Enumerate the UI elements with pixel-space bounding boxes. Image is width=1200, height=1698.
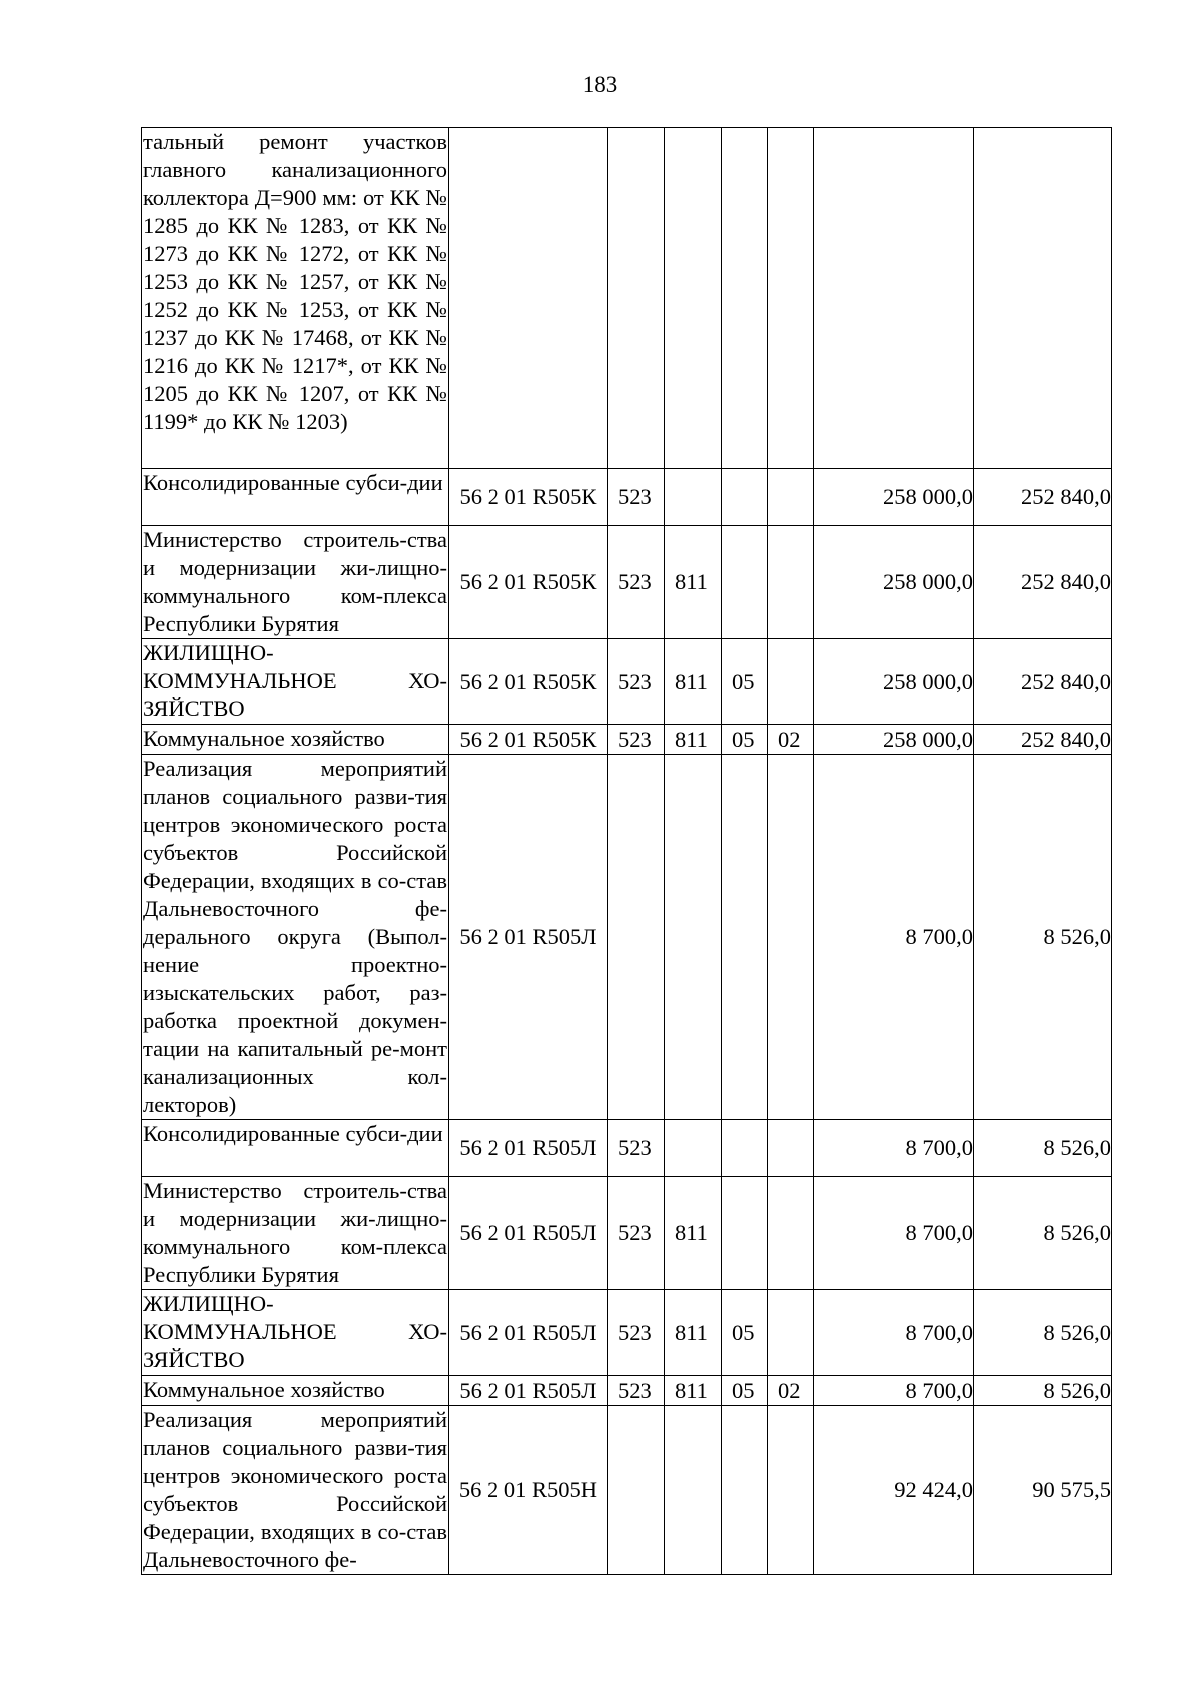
ministry-code-cell: 811 xyxy=(665,526,722,639)
table-row xyxy=(142,1376,1112,1406)
description-cell: Министерство строитель-ства и модернизации жи-лищно-коммунального ком-плекса Республики Бурятия xyxy=(142,526,449,639)
description-cell: Реализация мероприятий планов социального разви-тия центров экономического роста субъектов Российской Федерации, входящих в со-став Дальневосточного фе- xyxy=(142,1406,449,1575)
target-article-cell: 56 2 01 R505Л xyxy=(449,1177,608,1290)
subsection-cell xyxy=(768,1177,814,1290)
amount-year1-cell: 8 700,0 xyxy=(814,1177,974,1290)
amount-year2-cell: 8 526,0 xyxy=(974,1120,1112,1177)
target-article-cell: 56 2 01 R505К xyxy=(449,639,608,725)
amount-year2-cell: 252 840,0 xyxy=(974,469,1112,526)
subsection-cell xyxy=(768,128,814,469)
table-row xyxy=(142,526,1112,639)
target-article-cell: 56 2 01 R505К xyxy=(449,725,608,755)
amount-year2-cell: 8 526,0 xyxy=(974,1290,1112,1376)
subsection-cell xyxy=(768,639,814,725)
target-article-cell: 56 2 01 R505Н xyxy=(449,1406,608,1575)
expense-type-cell: 523 xyxy=(608,1120,665,1177)
amount-year2-cell: 90 575,5 xyxy=(974,1406,1112,1575)
ministry-code-cell: 811 xyxy=(665,639,722,725)
expense-type-cell: 523 xyxy=(608,725,665,755)
section-cell: 05 xyxy=(722,1376,768,1406)
description-cell: тальный ремонт участков главного канализационного коллектора Д=900 мм: от КК № 1285 до КК № 1283, от КК № 1273 до КК № 1272, от КК № 1253 до КК № 1257, от КК № 1252 до КК № 1253, от КК № 1237 до КК № 17468, от КК № 1216 до КК № 1217*, от КК № 1205 до КК № 1207, от КК № 1199* до КК № 1203) xyxy=(142,128,449,469)
expense-type-cell: 523 xyxy=(608,1177,665,1290)
ministry-code-cell xyxy=(665,1406,722,1575)
ministry-code-cell xyxy=(665,469,722,526)
amount-year1-cell: 258 000,0 xyxy=(814,725,974,755)
table-row xyxy=(142,1406,1112,1575)
amount-year2-cell: 8 526,0 xyxy=(974,1177,1112,1290)
ministry-code-cell xyxy=(665,128,722,469)
expense-type-cell: 523 xyxy=(608,1376,665,1406)
ministry-code-cell xyxy=(665,755,722,1120)
section-cell xyxy=(722,1406,768,1575)
amount-year1-cell: 258 000,0 xyxy=(814,469,974,526)
subsection-cell: 02 xyxy=(768,1376,814,1406)
amount-year2-cell: 8 526,0 xyxy=(974,1376,1112,1406)
expense-type-cell xyxy=(608,128,665,469)
description-cell: Министерство строитель-ства и модернизации жи-лищно-коммунального ком-плекса Республики Бурятия xyxy=(142,1177,449,1290)
target-article-cell: 56 2 01 R505К xyxy=(449,526,608,639)
section-cell: 05 xyxy=(722,639,768,725)
table-row xyxy=(142,725,1112,755)
description-cell: ЖИЛИЩНО-КОММУНАЛЬНОЕ ХО-ЗЯЙСТВО xyxy=(142,639,449,725)
amount-year1-cell: 92 424,0 xyxy=(814,1406,974,1575)
table-row xyxy=(142,755,1112,1120)
subsection-cell: 02 xyxy=(768,725,814,755)
subsection-cell xyxy=(768,526,814,639)
description-cell: Реализация мероприятий планов социального разви-тия центров экономического роста субъектов Российской Федерации, входящих в со-став Дальневосточного фе-дерального округа (Выпол-нение проектно-изыскательских работ, раз-работка проектной докумен-тации на капитальный ре-монт канализационных кол-лекторов) xyxy=(142,755,449,1120)
section-cell xyxy=(722,1120,768,1177)
amount-year2-cell: 252 840,0 xyxy=(974,725,1112,755)
description-cell: Коммунальное хозяйство xyxy=(142,1376,449,1406)
section-cell xyxy=(722,469,768,526)
target-article-cell: 56 2 01 R505Л xyxy=(449,1120,608,1177)
table-row xyxy=(142,128,1112,469)
amount-year1-cell: 8 700,0 xyxy=(814,1290,974,1376)
amount-year1-cell: 8 700,0 xyxy=(814,1120,974,1177)
page-number: 183 xyxy=(582,72,618,97)
subsection-cell xyxy=(768,1406,814,1575)
table-row xyxy=(142,639,1112,725)
ministry-code-cell: 811 xyxy=(665,1290,722,1376)
section-cell: 05 xyxy=(722,725,768,755)
amount-year1-cell: 258 000,0 xyxy=(814,639,974,725)
expense-type-cell xyxy=(608,1406,665,1575)
section-cell xyxy=(722,128,768,469)
amount-year1-cell: 258 000,0 xyxy=(814,526,974,639)
ministry-code-cell xyxy=(665,1120,722,1177)
expense-type-cell: 523 xyxy=(608,639,665,725)
section-cell: 05 xyxy=(722,1290,768,1376)
amount-year2-cell: 252 840,0 xyxy=(974,526,1112,639)
expense-type-cell: 523 xyxy=(608,1290,665,1376)
target-article-cell: 56 2 01 R505Л xyxy=(449,1290,608,1376)
expense-type-cell: 523 xyxy=(608,526,665,639)
description-cell: Консолидированные субси-дии xyxy=(142,1120,449,1177)
ministry-code-cell: 811 xyxy=(665,1177,722,1290)
table-row xyxy=(142,1290,1112,1376)
target-article-cell: 56 2 01 R505К xyxy=(449,469,608,526)
table-row xyxy=(142,1120,1112,1177)
target-article-cell xyxy=(449,128,608,469)
section-cell xyxy=(722,526,768,639)
target-article-cell: 56 2 01 R505Л xyxy=(449,1376,608,1406)
subsection-cell xyxy=(768,755,814,1120)
ministry-code-cell: 811 xyxy=(665,1376,722,1406)
description-cell: Консолидированные субси-дии xyxy=(142,469,449,526)
amount-year2-cell: 8 526,0 xyxy=(974,755,1112,1120)
target-article-cell: 56 2 01 R505Л xyxy=(449,755,608,1120)
section-cell xyxy=(722,755,768,1120)
section-cell xyxy=(722,1177,768,1290)
amount-year2-cell xyxy=(974,128,1112,469)
expense-type-cell: 523 xyxy=(608,469,665,526)
subsection-cell xyxy=(768,1290,814,1376)
amount-year1-cell: 8 700,0 xyxy=(814,755,974,1120)
amount-year2-cell: 252 840,0 xyxy=(974,639,1112,725)
subsection-cell xyxy=(768,469,814,526)
table-row xyxy=(142,469,1112,526)
amount-year1-cell xyxy=(814,128,974,469)
budget-table xyxy=(141,127,1112,1575)
description-cell: ЖИЛИЩНО-КОММУНАЛЬНОЕ ХО-ЗЯЙСТВО xyxy=(142,1290,449,1376)
subsection-cell xyxy=(768,1120,814,1177)
expense-type-cell xyxy=(608,755,665,1120)
description-cell: Коммунальное хозяйство xyxy=(142,725,449,755)
amount-year1-cell: 8 700,0 xyxy=(814,1376,974,1406)
ministry-code-cell: 811 xyxy=(665,725,722,755)
table-row xyxy=(142,1177,1112,1290)
